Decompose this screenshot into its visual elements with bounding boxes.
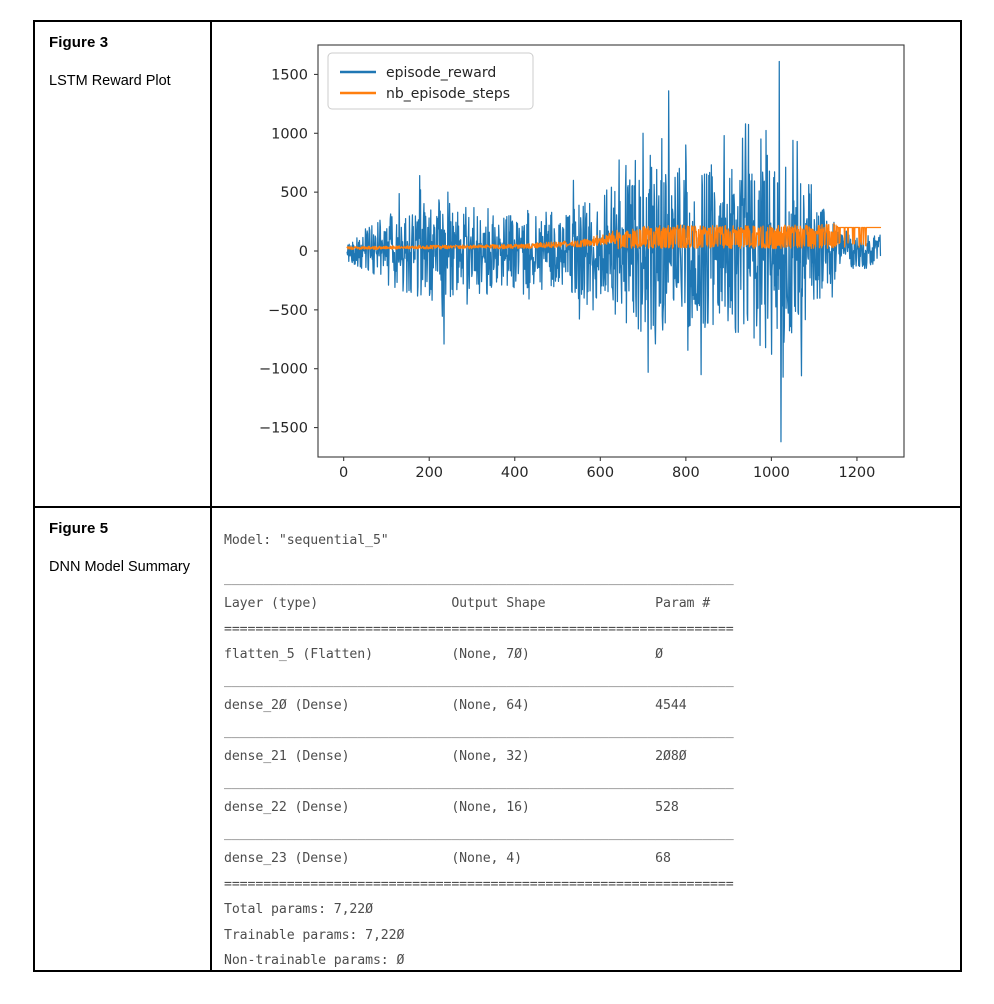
summary-line: dense_2Ø (Dense) (None, 64) 4544 bbox=[224, 698, 734, 713]
model-summary-text bbox=[212, 508, 960, 970]
figure5-content-cell bbox=[212, 508, 960, 970]
lstm-reward-chart bbox=[212, 22, 960, 506]
figure3-title: Figure 3 bbox=[49, 34, 109, 51]
x-tick-label: 200 bbox=[415, 465, 444, 481]
figure3-label-cell bbox=[35, 22, 212, 506]
figure5-title: Figure 5 bbox=[49, 520, 109, 537]
summary-line bbox=[224, 554, 960, 566]
summary-line: ================================================================= bbox=[224, 621, 734, 637]
summary-line: flatten_5 (Flatten) (None, 7Ø) Ø bbox=[224, 647, 734, 662]
x-tick-label: 0 bbox=[339, 465, 349, 481]
figure3-content-cell bbox=[212, 22, 960, 506]
y-tick-label: 500 bbox=[280, 185, 308, 202]
legend-label: episode_reward bbox=[386, 65, 497, 81]
summary-line: _________________________________________________________________ bbox=[224, 723, 734, 739]
table-row bbox=[35, 22, 960, 506]
summary-line: _________________________________________________________________ bbox=[224, 672, 734, 688]
x-tick-label: 1200 bbox=[838, 465, 876, 481]
y-tick-label: 1000 bbox=[271, 126, 308, 143]
summary-line: Non-trainable params: Ø bbox=[224, 953, 405, 968]
summary-line: ================================================================= bbox=[224, 876, 734, 892]
x-tick-label: 400 bbox=[500, 465, 529, 481]
summary-line: _________________________________________________________________ bbox=[224, 825, 734, 841]
figure5-caption: DNN Model Summary bbox=[49, 559, 190, 575]
y-tick-label: 1500 bbox=[271, 67, 308, 84]
summary-line: dense_22 (Dense) (None, 16) 528 bbox=[224, 800, 734, 815]
summary-line: dense_23 (Dense) (None, 4) 68 bbox=[224, 851, 734, 866]
legend-label: nb_episode_steps bbox=[386, 86, 511, 102]
table-row bbox=[35, 506, 960, 970]
y-tick-label: −1500 bbox=[258, 420, 308, 437]
figures-table bbox=[33, 20, 962, 972]
summary-line: Trainable params: 7,22Ø bbox=[224, 927, 405, 943]
y-tick-label: −1000 bbox=[258, 361, 308, 378]
summary-line: Total params: 7,22Ø bbox=[224, 902, 373, 917]
chart-series-line bbox=[347, 61, 880, 441]
reward-chart-svg bbox=[212, 22, 960, 504]
y-tick-label: −500 bbox=[268, 302, 308, 319]
y-tick-label: 0 bbox=[298, 244, 308, 260]
summary-line: _________________________________________________________________ bbox=[224, 570, 734, 586]
summary-line: Model: "sequential_5" bbox=[224, 533, 389, 548]
summary-line: Layer (type) Output Shape Param # bbox=[224, 596, 734, 611]
figure5-label-cell bbox=[35, 508, 212, 970]
summary-line: dense_21 (Dense) (None, 32) 2Ø8Ø bbox=[224, 749, 734, 764]
x-tick-label: 800 bbox=[672, 465, 700, 481]
x-tick-label: 1000 bbox=[752, 465, 790, 481]
figure3-caption: LSTM Reward Plot bbox=[49, 73, 171, 89]
x-tick-label: 600 bbox=[586, 465, 615, 481]
summary-line: _________________________________________________________________ bbox=[224, 774, 734, 790]
